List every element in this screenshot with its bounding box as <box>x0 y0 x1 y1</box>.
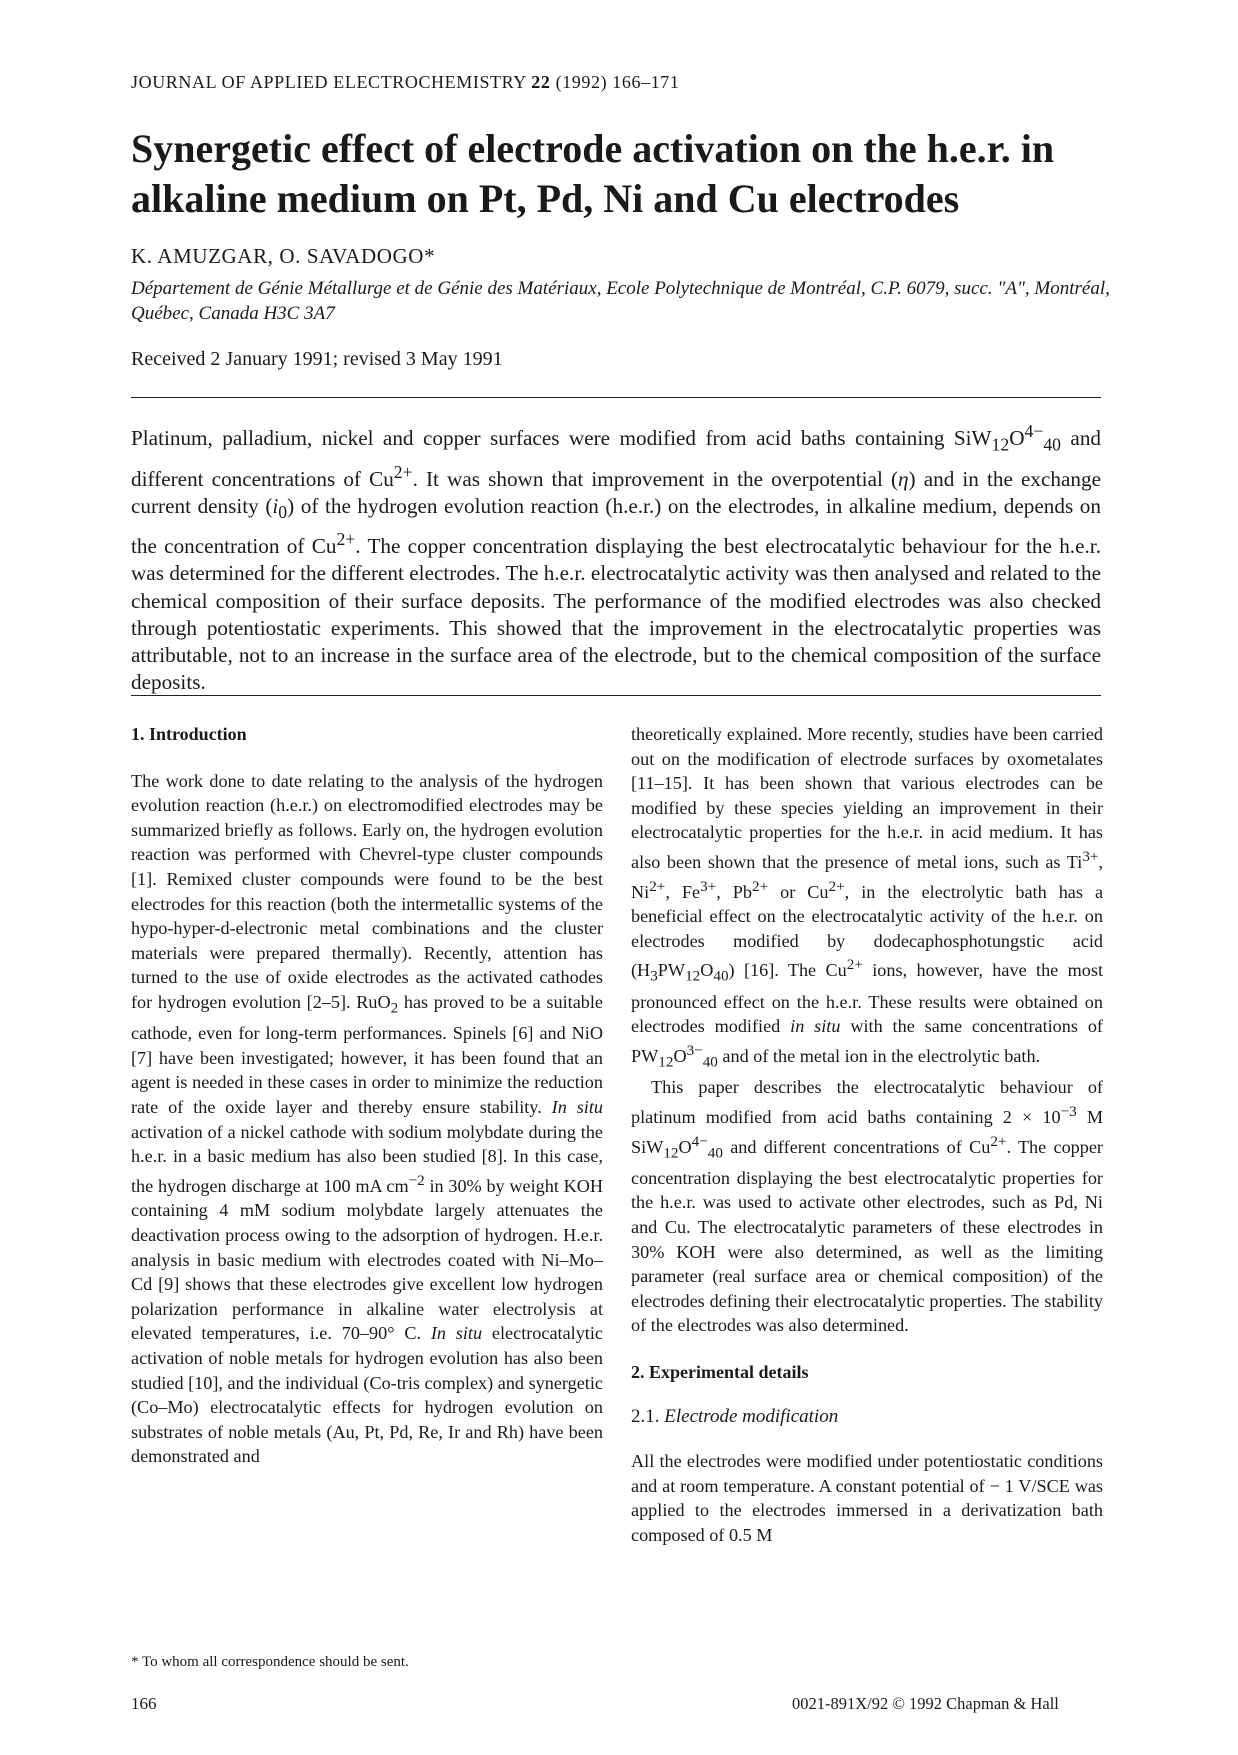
authors: K. AMUZGAR, O. SAVADOGO* <box>131 244 436 268</box>
intro-paragraph: The work done to date relating to the analysis of the hydrogen evolution reaction (h.e.r.) on electromodified electrodes may be summarized briefly as follows. Early on, the hydrogen evolution reaction was performed with Chevrel-type cluster compounds [1]. Remixed cluster compounds were found to be the best electrodes for this reaction (both the intermetallic systems of the hypo-hyper-d-electronic metal combinations and the cluster materials were prepared thermally). Recently, attention has turned to the use of oxide electrodes as the activated cathodes for hydrogen evolution [2–5]. RuO$_2$ has proved to be a suitable cathode, even for long-term performances. Spinels [6] and NiO [7] have been investigated; however, it has been found that an agent is needed in these cases in order to minimize the reduction rate of the oxide layer and thereby ensure stability. In situ activation of a nickel cathode with sodium molybdate during the h.e.r. in a basic medium has also been studied [8]. In this case, the hydrogen discharge at 100 mA $cm^{-2}$ in 30% by weight KOH containing 4 mM sodium molybdate largely attenuates the deactivation process owing to the adsorption of hydrogen. H.e.r. analysis in basic medium with electrodes coated with Ni–Mo–Cd [9] shows that these electrodes give excellent low hydrogen polarization performance in alkaline water electrolysis at elevated temperatures, i.e. 70–90° C. In situ electrocatalytic activation of noble metals for hydrogen evolution has also been studied [10], and the individual (Co-tris complex) and synergetic (Co–Mo) electrocatalytic effects for hydrogen evolution on substrates of noble metals (Au, Pt, Pd, Re, Ir and Rh) have been demonstrated and <box>131 770 604 1467</box>
journal-header <box>131 72 680 93</box>
section-heading-experimental: 2. Experimental details <box>631 1361 809 1382</box>
left-column <box>131 722 603 1469</box>
journal-volume: 22 <box>531 72 551 92</box>
footnote: * To whom all correspondence should be sent. <box>131 1654 409 1670</box>
section-heading-introduction: 1. Introduction <box>131 724 247 744</box>
scope-paragraph: This paper describes the electrocatalytic behaviour of platinum modified from acid baths containing $2 \times 10^{-3}$ M $SiW_{12}O^{4-}_{40}$ and different concentrations of $Cu^{2+}$. The copper concentration displaying the best electrocatalytic properties for the h.e.r. was used to activate other electrodes, such as Pd, Ni and Cu. The electrocatalytic parameters of these electrodes in 30% KOH were also determined, as well as the limiting parameter (real surface area or chemical composition) of the electrodes defining their electrocatalytic properties. The stability of the electrodes was also determined. <box>631 1077 1104 1336</box>
paper-title: Synergetic effect of electrode activation on the h.e.r. in alkaline medium on Pt, Pd, Ni and Cu electrodes <box>131 126 1055 221</box>
affiliation: Département de Génie Métallurge et de Génie des Matériaux, Ecole Polytechnique de Montréal, C.P. 6079, succ. "A", Montréal, Québec, Canada H3C 3A7 <box>131 278 1110 324</box>
subsection-heading: 2.1. Electrode modification <box>631 1405 839 1427</box>
received-date: Received 2 January 1991; revised 3 May 1991 <box>131 348 503 370</box>
divider-bottom <box>131 695 1101 696</box>
intro-paragraph-continued: theoretically explained. More recently, studies have been carried out on the modification of electrode surfaces by oxometalates [11–15]. It has been shown that various electrodes can be modified by these species yielding an improvement in their electrocatalytic properties for the h.e.r. in acid medium. It has also been shown that the presence of metal ions, such as $Ti^{3+}$, $Ni^{2+}$, $Fe^{3+}$, $Pb^{2+}$ or $Cu^{2+}$, in the electrolytic bath has a beneficial effect on the electrocatalytic activity of the h.e.r. on electrodes modified by dodecaphosphotungstic acid $(H_3PW_{12}O_{40})$ [16]. The $Cu^{2+}$ ions, however, have the most pronounced effect on the h.e.r. These results were obtained on electrodes modified in situ with the same concentrations of $PW_{12}O^{3-}_{40}$ and of the metal ion in the electrolytic bath. <box>631 724 1104 1071</box>
copyright-line: 0021-891X/92 © 1992 Chapman & Hall <box>792 1694 1059 1713</box>
divider-top <box>131 397 1101 398</box>
page-number: 166 <box>131 1694 157 1713</box>
right-column <box>631 722 1103 1548</box>
journal-name: JOURNAL OF APPLIED ELECTROCHEMISTRY <box>131 72 532 92</box>
abstract: Platinum, palladium, nickel and copper surfaces were modified from acid baths containing $SiW_{12}O^{4-}_{40}$ and different concentrations of $Cu^{2+}$. It was shown that improvement in the overpotential (η) and in the exchange current density $(i_0)$ of the hydrogen evolution reaction (h.e.r.) on the electrodes, in alkaline medium, depends on the concentration of $Cu^{2+}$. The copper concentration displaying the best electrocatalytic behaviour for the h.e.r. was determined for the different electrodes. The h.e.r. electrocatalytic activity was then analysed and related to the chemical composition of their surface deposits. The performance of the modified electrodes was also checked through potentiostatic experiments. This showed that the improvement in the electrocatalytic properties was attributable, not to an increase in the surface area of the electrode, but to the chemical composition of the surface deposits. <box>131 421 1102 695</box>
journal-year-pages: (1992) 166–171 <box>550 72 680 92</box>
methods-paragraph: All the electrodes were modified under potentiostatic conditions and at room temperature. A constant potential of − 1 V/SCE was applied to the electrodes immersed in a derivatization bath composed of 0.5 M <box>631 1451 1103 1545</box>
